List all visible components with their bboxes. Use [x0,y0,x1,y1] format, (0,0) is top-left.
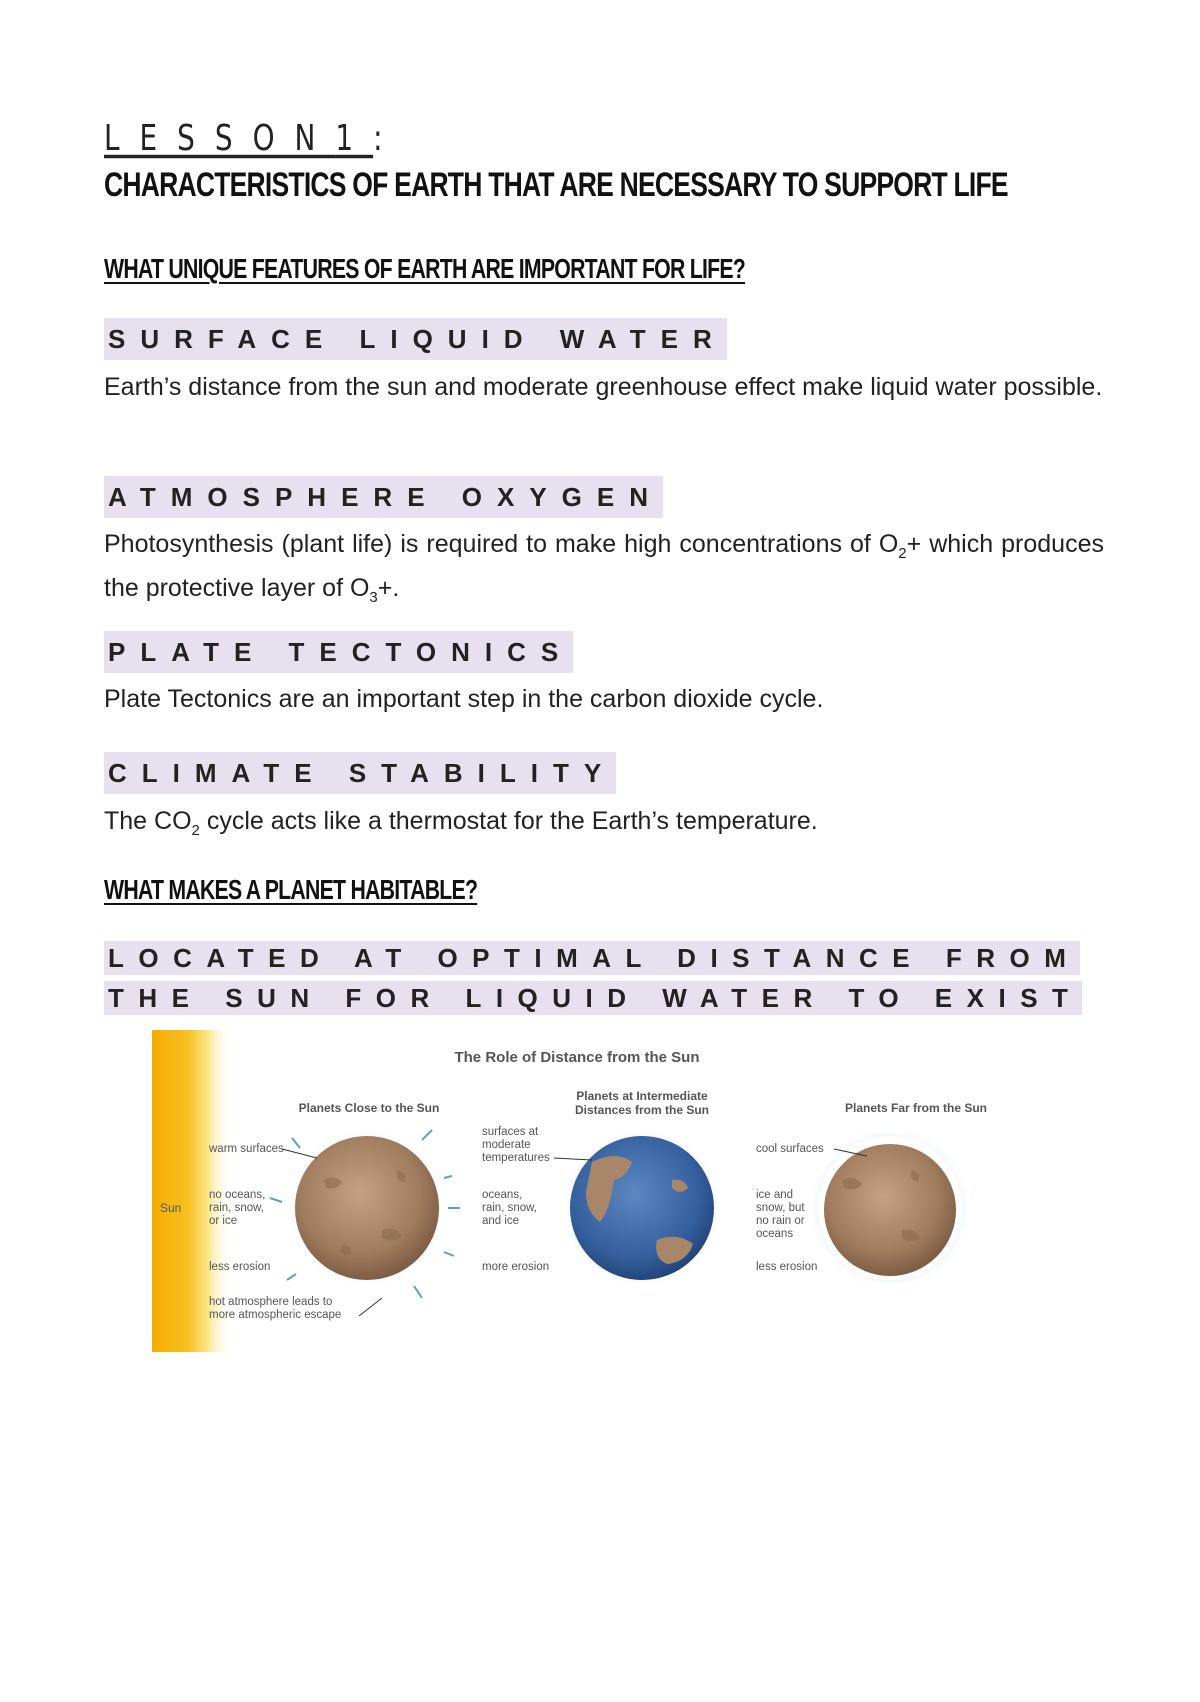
label-more-erosion: more erosion [482,1261,550,1273]
label-oceans-2: rain, snow, [482,1202,537,1214]
sun-label: Sun [160,1201,182,1215]
page-title: CHARACTERISTICS OF EARTH THAT ARE NECESSARY TO SUPPORT LIFE [104,166,1008,204]
lesson-word: LESSON [104,118,336,160]
column-heading-close: Planets Close to the Sun [298,1101,440,1115]
planet-far-shape [824,1144,956,1276]
label-no-oceans-2: rain, snow, [209,1202,264,1214]
label-oceans-3: and ice [482,1215,520,1227]
tag-plate-tectonics: PLATE TECTONICS [104,631,573,673]
tag-optimal-distance [104,938,1104,1018]
label-warm-surfaces: warm surfaces [209,1143,284,1155]
tag-climate-stability: CLIMATE STABILITY [104,752,616,794]
figure-title: The Role of Distance from the Sun [454,1049,700,1066]
column-heading-intermediate-2: Distances from the Sun [574,1103,710,1117]
label-less-erosion-close: less erosion [209,1261,271,1273]
label-less-erosion-far: less erosion [756,1261,818,1273]
column-heading-intermediate-1: Planets at Intermediate [576,1089,708,1103]
section-heading-habitable: WHAT MAKES A PLANET HABITABLE? [104,874,478,905]
label-ice-2: snow, but [756,1202,805,1214]
tag-atmosphere-oxygen: ATMOSPHERE OXYGEN [104,476,663,518]
label-ice-4: oceans [756,1228,794,1240]
leader-hot-atmosphere [359,1298,382,1316]
text-atmosphere-oxygen: Photosynthesis (plant life) is required to make high concentrations of $O_2+$ which produces the protective layer of $O_3+$. [104,530,1104,606]
label-surfaces-at: surfaces at [482,1126,539,1138]
label-hot-atmosphere-2: more atmospheric escape [209,1309,342,1321]
label-hot-atmosphere-1: hot atmosphere leads to [209,1296,333,1308]
label-temperatures: temperatures [482,1152,550,1164]
column-heading-far: Planets Far from the Sun [844,1101,988,1115]
label-no-oceans-3: or ice [209,1215,238,1227]
section-heading-unique-features: WHAT UNIQUE FEATURES OF EARTH ARE IMPORTANT FOR LIFE? [104,253,746,284]
label-moderate: moderate [482,1139,531,1151]
text-plate-tectonics: Plate Tectonics are an important step in the carbon dioxide cycle. [104,685,824,713]
lesson-number: 1 [335,118,374,160]
label-no-oceans-1: no oceans, [209,1189,266,1201]
tag-surface-liquid-water: SURFACE LIQUID WATER [104,318,727,360]
figure-distance-from-sun [152,1030,1012,1352]
lesson-colon: : [373,118,403,160]
lesson-label [104,118,403,159]
label-ice-3: no rain or [756,1215,805,1227]
text-surface-liquid-water: Earth’s distance from the sun and moderate greenhouse effect make liquid water possible. [104,373,1103,401]
figure-illustration [152,1030,1012,1352]
label-cool-surfaces: cool surfaces [756,1143,824,1155]
label-ice-1: ice and [756,1189,794,1201]
tag-optimal-distance-text: LOCATED AT OPTIMAL DISTANCE FROM THE SUN FOR LIQUID WATER TO EXIST [104,941,1082,1015]
label-oceans-1: oceans, [482,1189,523,1201]
text-climate-stability: The $CO_2$ cycle acts like a thermostat for the Earth’s temperature. [104,807,818,839]
